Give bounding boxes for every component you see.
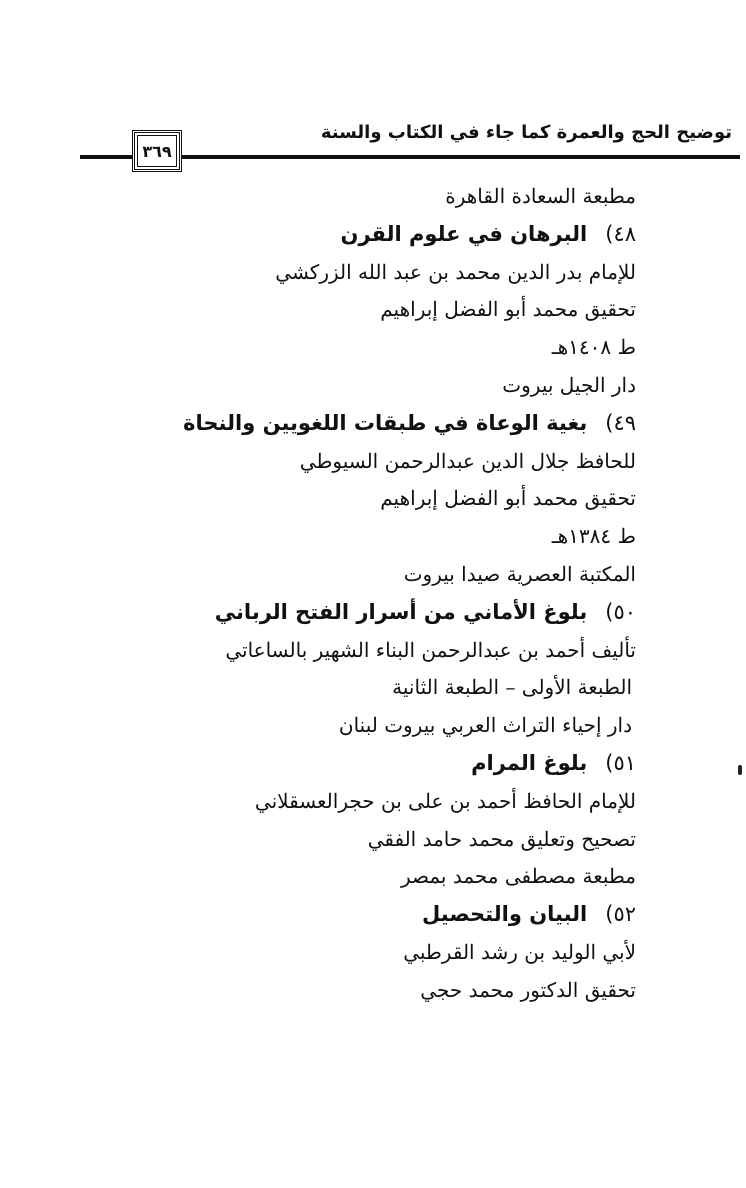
entry-title: بغية الوعاة في طبقات اللغويين والنحاة [183,410,588,435]
page-header [80,118,740,174]
entry-number: ٥١) [605,750,636,775]
entry-number: ٥٢) [605,902,636,927]
text-line: مطبعة السعادة القاهرة [445,184,636,208]
page-number: ٣٦٩ [137,135,177,167]
bibliography-entry-51 [116,745,636,783]
running-title: توضيح الحج والعمرة كما جاء في الكتاب والسنة [320,122,732,143]
text-line: تحقيق الدكتور محمد حجي [420,977,636,1002]
bibliography-entry-48 [116,216,636,254]
text-line: ط ١٤٠٨هـ [551,335,636,360]
entry-title: البيان والتحصيل [422,902,588,927]
text-line: للإمام بدر الدين محمد بن عبد الله الزركشي [275,259,636,284]
entry-number: ٥٠) [605,599,636,624]
bibliography-list [116,178,636,1010]
text-line: تصحيح وتعليق محمد حامد الفقي [367,826,636,851]
text-line: تحقيق محمد أبو الفضل إبراهيم [380,486,636,511]
entry-title: بلوغ المرام [471,750,588,775]
entry-title: بلوغ الأماني من أسرار الفتح الرباني [214,599,588,624]
scan-mark [738,765,742,775]
entry-title: البرهان في علوم القرن [340,221,588,246]
bibliography-entry-52 [116,896,636,934]
bibliography-entry-50 [116,594,636,632]
text-line: مطبعة مصطفى محمد بمصر [400,864,636,889]
text-line: المكتبة العصرية صيدا بيروت [403,561,636,586]
page-number-box [132,130,182,172]
text-line: للإمام الحافظ أحمد بن على بن حجرالعسقلاني [254,788,636,813]
text-line: تحقيق محمد أبو الفضل إبراهيم [380,297,636,322]
text-line: لأبي الوليد بن رشد القرطبي [403,939,636,964]
bibliography-entry-49 [116,405,636,443]
text-line: دار إحياء التراث العربي بيروت لبنان [338,713,632,738]
entry-number: ٤٩) [605,410,636,435]
entry-number: ٤٨) [605,221,636,246]
text-line: دار الجيل بيروت [502,372,636,397]
text-line: تأليف أحمد بن عبدالرحمن البناء الشهير بالساعاتي [225,637,636,662]
text-line: للحافظ جلال الدين عبدالرحمن السيوطي [299,448,636,473]
text-line: الطبعة الأولى – الطبعة الثانية [392,675,632,700]
text-line: ط ١٣٨٤هـ [551,524,636,549]
